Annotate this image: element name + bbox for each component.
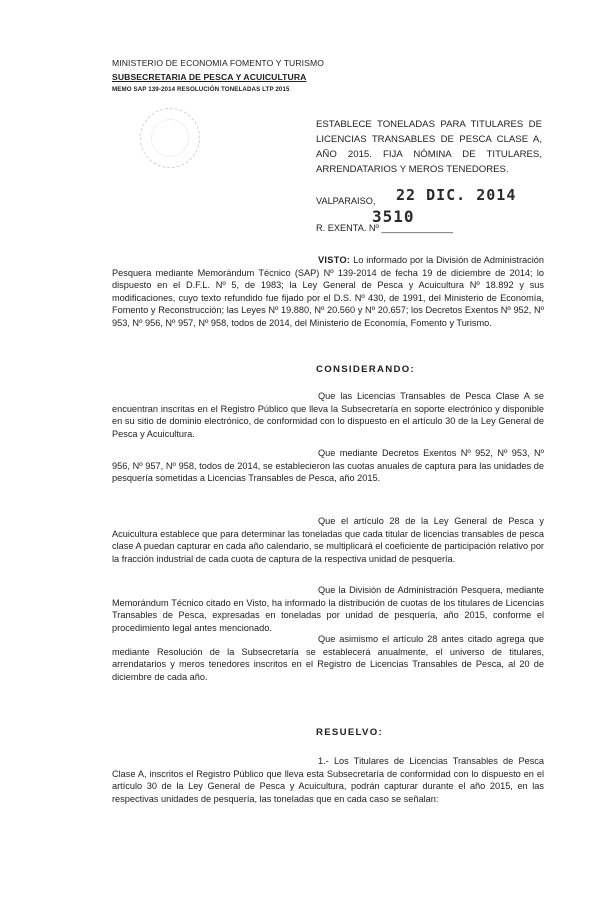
seal-inner-ring [151, 119, 189, 157]
resuelvo-paragraph: 1.- Los Titulares de Licencias Transables de Pesca Clase A, inscritos el Registro Público que lleva esta Subsecretaría de conformidad con lo dispuesto en el artículo 30 de la Ley General de Pesca y Acuicultura, podrán capturar durante el año 2015, en las respectivas unidades de pesquería, las toneladas que en cada caso se señalan: [112, 756, 544, 804]
visto-text: Lo informado por la División de Administración Pesquera mediante Memorándum Técnico (SAP) Nº 139-2014 de fecha 19 de diciembre de 2014; lo dispuesto en el D.F.L. Nº 5, de 1983; la Ley General de Pesca y Acuicultura Nº 18.892 y sus modificaciones, cuyo texto refundido fue fijado por el D.S. Nº 430, de 1991, del Ministerio de Economía, Fomento y Reconstrucción; las Leyes Nº 19.880, Nº 20.560 y Nº 20.657; los Decretos Exentos Nº 952, Nº 953, Nº 956, Nº 957, Nº 958, todos de 2014, del Ministerio de Economía, Fomento y Turismo. [112, 255, 544, 328]
considerando-paragraph: Que las Licencias Transables de Pesca Clase A se encuentran inscritas en el Registro Público que lleva la Subsecretaría en soporte electrónico y disponible en su sitio de dominio electrónico, de conformidad con lo dispuesto en el artículo 30 de la Ley General de Pesca y Acuicultura. [112, 391, 544, 439]
faded-seal-icon [140, 108, 200, 168]
date-stamp: 22 DIC. 2014 [396, 186, 517, 204]
visto-lead: VISTO: [318, 255, 351, 265]
resolution-number-stamp: 3510 [372, 207, 415, 226]
exenta-label: R. EXENTA. Nº ______________ [316, 223, 453, 233]
resolution-title: ESTABLECE TONELADAS PARA TITULARES DE LICENCIAS TRANSABLES DE PESCA CLASE A, AÑO 2015. FIJA NÓMINA DE TITULARES, ARRENDATARIOS Y MEROS TENEDORES. [316, 119, 542, 175]
place-label: VALPARAISO, [316, 196, 376, 206]
subsecretaria-name: SUBSECRETARIA DE PESCA Y ACUICULTURA [112, 72, 307, 82]
considerando-paragraph: Que el artículo 28 de la Ley General de Pesca y Acuicultura establece que para determinar las toneladas que cada titular de licencias transables de pesca clase A puedan capturar en cada año calendario, se multiplicará el coeficiente de participación relativo por la fracción industrial de cada cuota de captura de la respectiva unidad de pesquería. [112, 516, 544, 564]
memo-reference: MEMO SAP 139-2014 RESOLUCIÓN TONELADAS LTP 2015 [112, 86, 290, 93]
visto-paragraph [112, 254, 544, 330]
considerando-paragraph: Que asimismo el artículo 28 antes citado agrega que mediante Resolución de la Subsecretaría se establecerá anualmente, el universo de titulares, arrendatarios y meros tenedores inscritos en el Registro de Licencias Transables de Pesca, al 20 de diciembre de cada año. [112, 634, 544, 682]
considerando-heading: CONSIDERANDO: [316, 364, 415, 375]
considerando-paragraph: Que mediante Decretos Exentos Nº 952, Nº 953, Nº 956, Nº 957, Nº 958, todos de 2014, se establecieron las cuotas anuales de captura para las unidades de pesquería sometidas a Licencias Transables de Pesca, año 2015. [112, 448, 544, 484]
ministry-name: MINISTERIO DE ECONOMIA FOMENTO Y TURISMO [112, 58, 325, 68]
resuelvo-heading: RESUELVO: [316, 727, 383, 738]
considerando-paragraph: Que la División de Administración Pesquera, mediante Memorándum Técnico citado en Visto, ha informado la distribución de cuotas de los titulares de Licencias Transables de Pesca, expresadas en toneladas por unidad de pesquería, año 2015, conforme el procedimiento legal antes mencionado. [112, 585, 544, 633]
